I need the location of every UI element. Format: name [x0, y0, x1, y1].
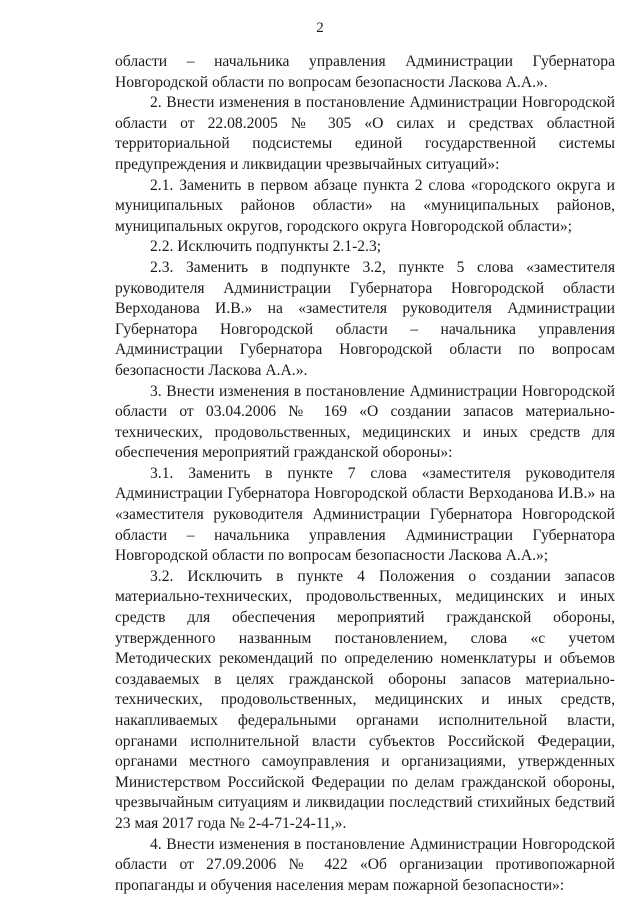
page-number: 2 — [316, 20, 324, 36]
paragraph-item-2: 2. Внести изменения в постановление Администрации Новгородской области от 22.08.2005 № 305 «О силах и средствах областной территориальной подсистемы единой государственной системы предупреждения и ликвидации чрезвычайных ситуаций»: — [115, 94, 615, 173]
document-body — [115, 52, 615, 896]
paragraph-item-2-2: 2.2. Исключить подпункты 2.1-2.3; — [150, 238, 382, 256]
paragraph-item-2-3: 2.3. Заменить в подпункте 3.2, пункте 5 слова «заместителя руководителя Администрации Губернатора Новгородской области Верходанова И.В.» на «заместителя руководителя Администрации Губернатора Новгородской области – начальника управления Администрации Губернатора Новгородской области по вопросам безопасности Ласкова А.А.». — [115, 258, 615, 379]
paragraph-continuation: области – начальника управления Администрации Губернатора Новгородской области по вопросам безопасности Ласкова А.А.». — [115, 53, 615, 91]
paragraph-item-3-2: 3.2. Исключить в пункте 4 Положения о создании запасов материально-технических, продовольственных, медицинских и иных средств для обеспечения мероприятий гражданской обороны, утвержденного названным постановлением, слова «с учетом Методических рекомендаций по определению номенклатуры и объемов создаваемых в целях гражданской обороны запасов материально-технических, продовольственных, медицинских и иных средств, накапливаемых федеральными органами исполнительной власти, органами исполнительной власти субъектов Российской Федерации, органами местного самоуправления и организациями, утвержденных Министерством Российской Федерации по делам гражданской обороны, чрезвычайным ситуациям и ликвидации последствий стихийных бедствий 23 мая 2017 года № 2-4-71-24-11,». — [115, 567, 615, 832]
paragraph-item-2-1: 2.1. Заменить в первом абзаце пункта 2 слова «городского округа и муниципальных районов области» на «муниципальных районов, муниципальных округов, городского округа Новгородской области»; — [115, 176, 615, 235]
paragraph-item-3: 3. Внести изменения в постановление Администрации Новгородской области от 03.04.2006 № 169 «О создании запасов материально-технических, продовольственных, медицинских и иных средств для обеспечения мероприятий гражданской обороны»: — [115, 382, 615, 462]
paragraph-item-4: 4. Внести изменения в постановление Администрации Новгородской области от 27.09.2006 № 422 «Об организации противопожарной пропаганды и обучения населения мерам пожарной безопасности»: — [115, 835, 615, 894]
paragraph-item-3-1: 3.1. Заменить в пункте 7 слова «заместителя руководителя Администрации Губернатора Новгородской области Верходанова И.В.» на «заместителя руководителя Администрации Губернатора Новгородской области – начальника управления Администрации Губернатора Новгородской области по вопросам безопасности Ласкова А.А.»; — [115, 464, 615, 565]
